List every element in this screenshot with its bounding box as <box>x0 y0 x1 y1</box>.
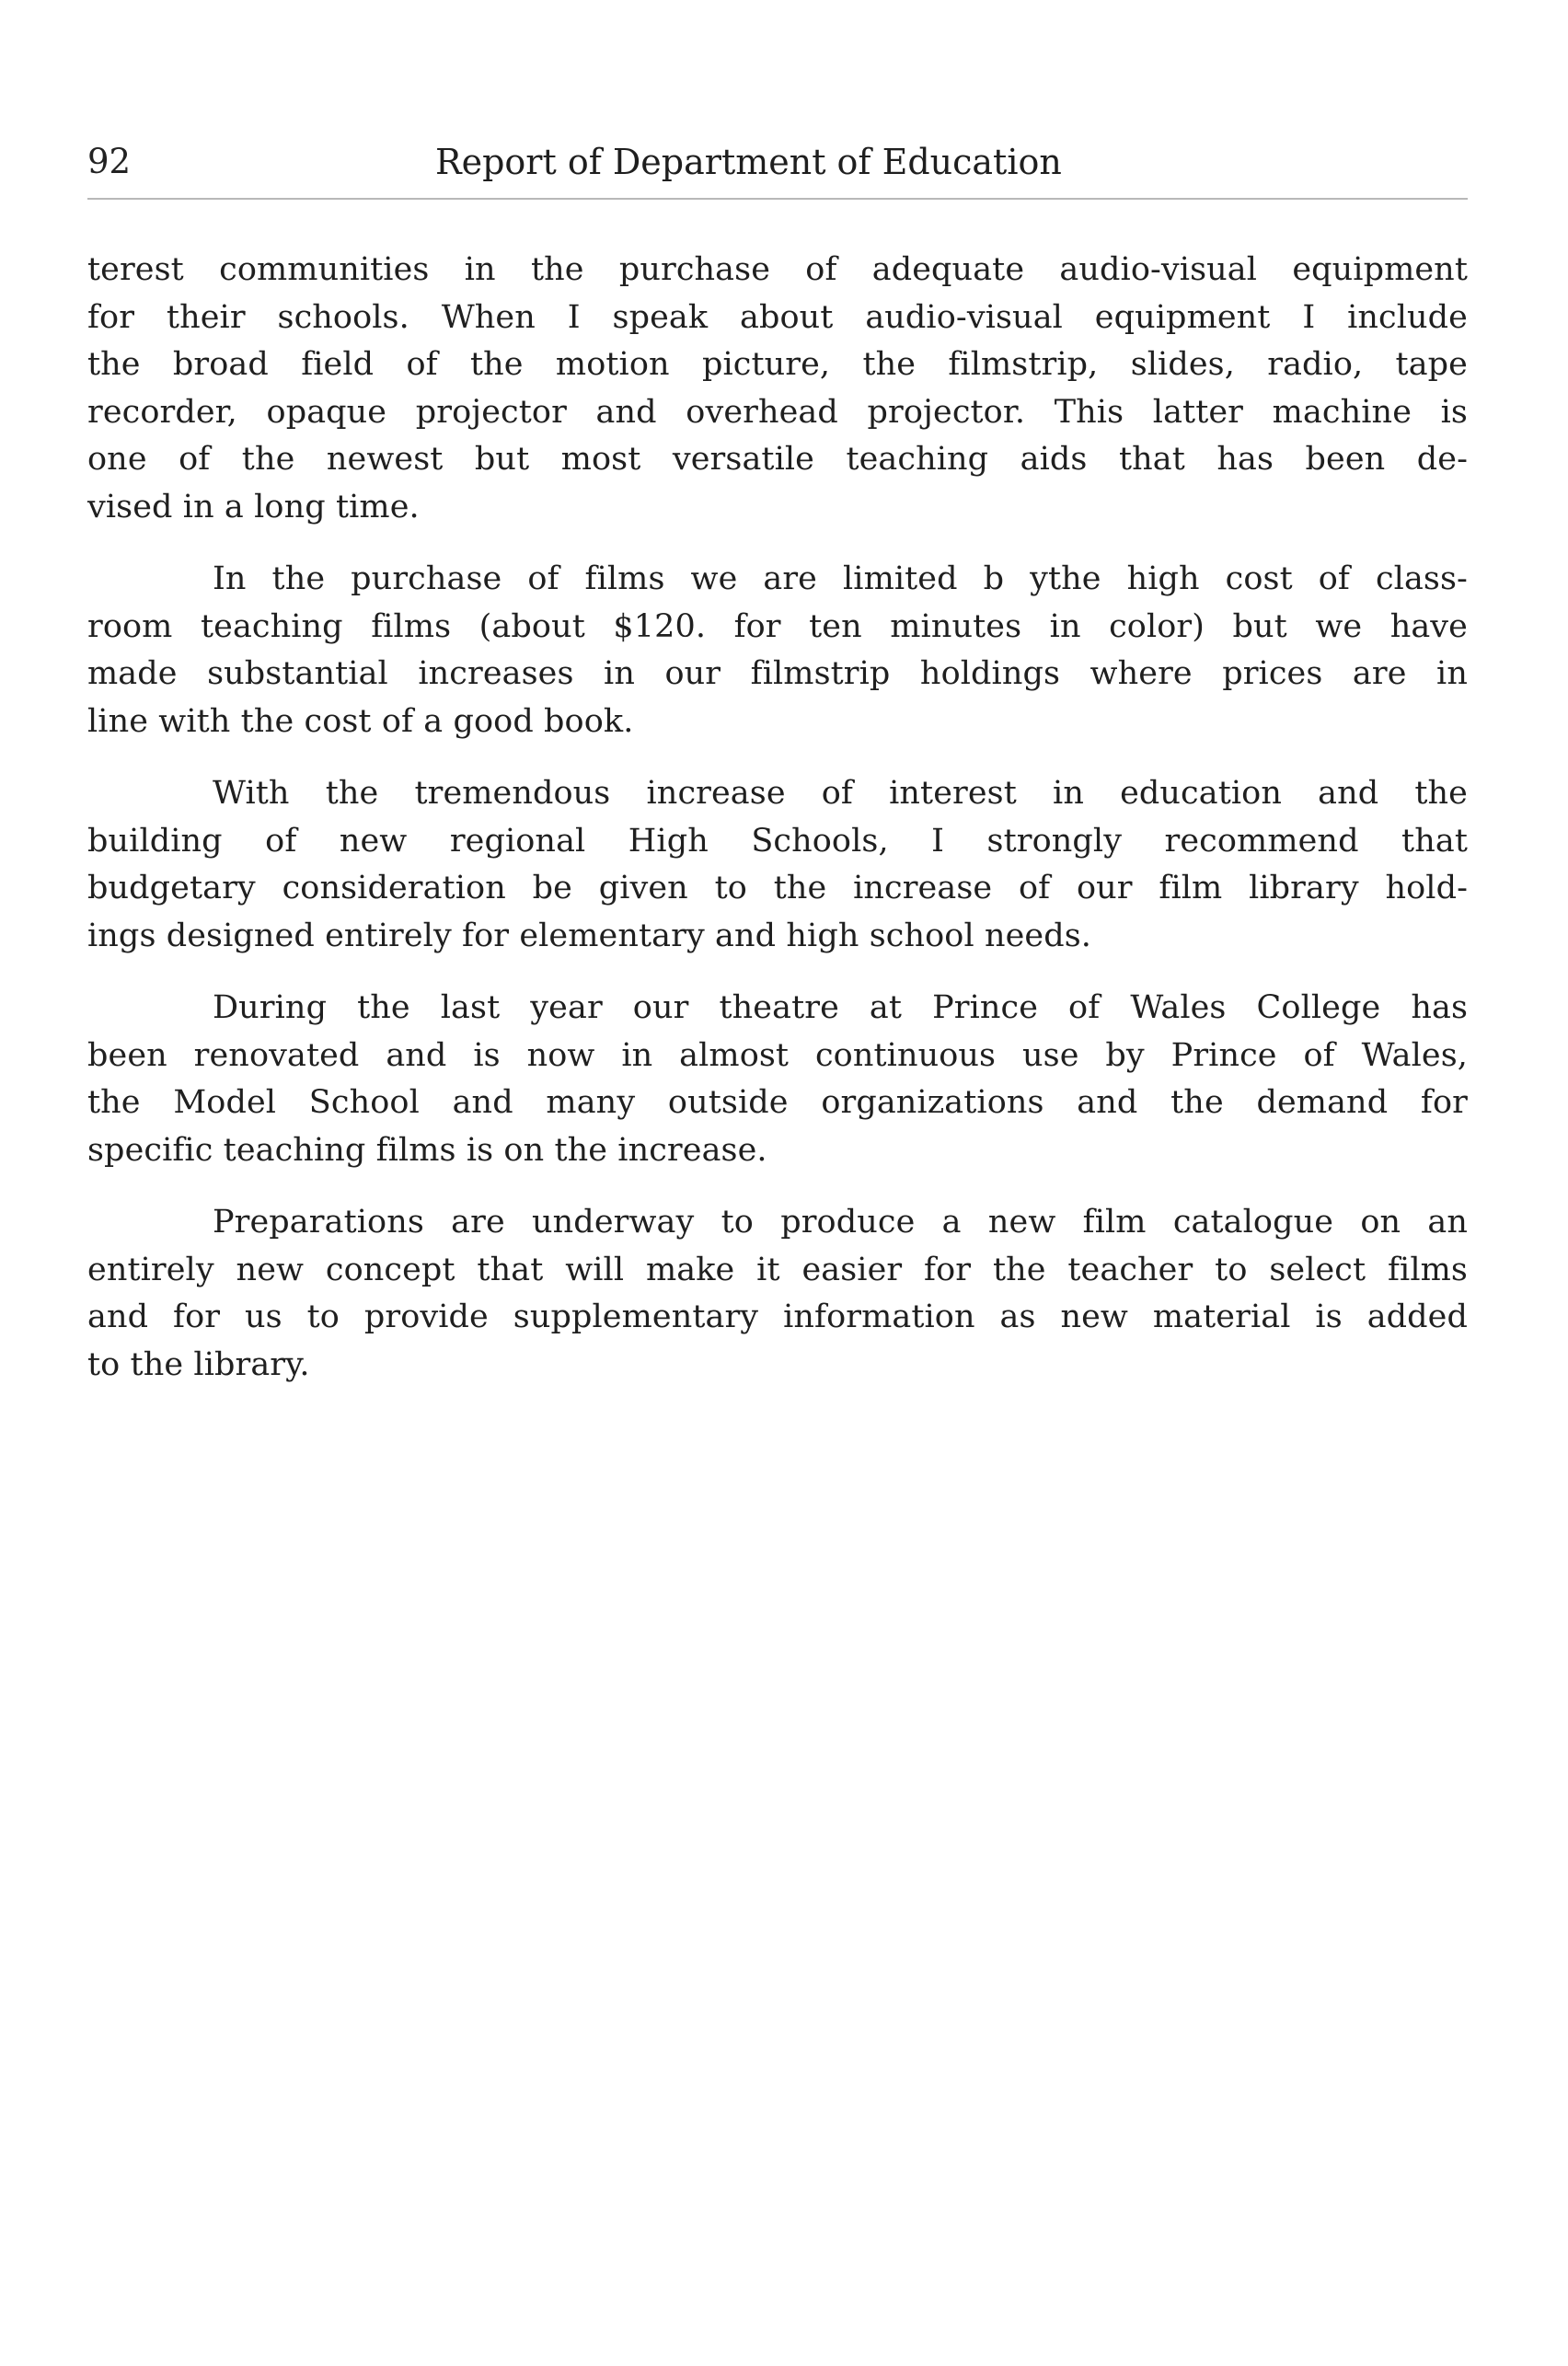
text-line: for their schools. When I speak about audio-visual equipment I include <box>87 298 1468 336</box>
text-line: vised in a long time. <box>87 488 420 525</box>
text-line: one of the newest but most versatile teaching aids that has been de- <box>87 441 1468 478</box>
text-line: and for us to provide supplementary information as new material is added <box>87 1298 1468 1335</box>
text-line: terest communities in the purchase of adequate audio-visual equipment <box>87 251 1468 288</box>
paragraph-2 <box>87 556 1468 745</box>
text-line: budgetary consideration be given to the increase of our film library hold- <box>87 870 1468 906</box>
header-rule <box>87 198 1468 200</box>
body-text <box>87 247 1468 1414</box>
text-line: During the last year our theatre at Prince of Wales College has <box>213 989 1468 1026</box>
page-number: 92 <box>87 142 132 181</box>
paragraph-5 <box>87 1199 1468 1389</box>
text-line: the Model School and many outside organizations and the demand for <box>87 1084 1468 1121</box>
text-line: line with the cost of a good book. <box>87 702 634 740</box>
text-line: made substantial increases in our filmstrip holdings where prices are in <box>87 655 1468 692</box>
text-line: the broad field of the motion picture, the filmstrip, slides, radio, tape <box>87 346 1468 383</box>
running-title: Report of Department of Education <box>435 142 1062 182</box>
text-line: building of new regional High Schools, I strongly recommend that <box>87 822 1468 860</box>
paragraph-1 <box>87 247 1468 531</box>
text-line: entirely new concept that will make it easier for the teacher to select films <box>87 1251 1468 1288</box>
paragraph-3 <box>87 770 1468 960</box>
text-line: In the purchase of films we are limited b ythe high cost of class- <box>213 560 1468 597</box>
text-line: ings designed entirely for elementary and high school needs. <box>87 917 1092 954</box>
text-line: specific teaching films is on the increase. <box>87 1131 767 1169</box>
text-line: to the library. <box>87 1345 310 1383</box>
text-line: been renovated and is now in almost continuous use by Prince of Wales, <box>87 1036 1468 1074</box>
text-line: Preparations are underway to produce a new film catalogue on an <box>213 1204 1468 1241</box>
text-line: recorder, opaque projector and overhead projector. This latter machine is <box>87 393 1468 431</box>
page-header <box>87 136 1468 188</box>
paragraph-4 <box>87 985 1468 1174</box>
text-line: room teaching films (about $120. for ten minutes in color) but we have <box>87 607 1468 645</box>
text-line: With the tremendous increase of interest in education and the <box>213 775 1468 812</box>
